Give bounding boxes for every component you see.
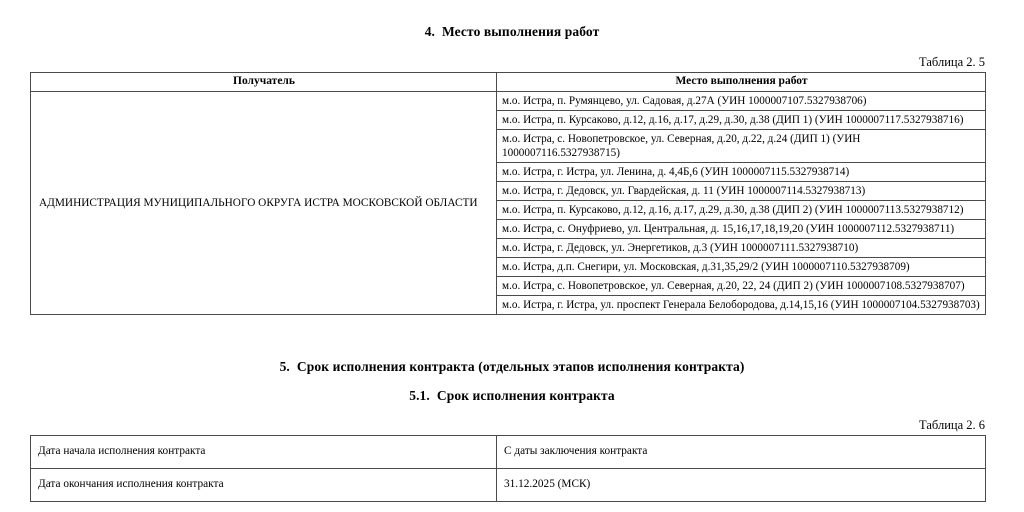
section-heading-5-1	[0, 388, 1024, 404]
table-term-body	[31, 436, 986, 502]
cell-place: м.о. Истра, п. Румянцево, ул. Садовая, д.27А (УИН 1000007107.5327938706)	[497, 91, 986, 110]
section-heading-5	[0, 359, 1024, 375]
table-caption-2-5: Таблица 2. 5	[919, 55, 985, 69]
cell-place: м.о. Истра, п. Курсаково, д.12, д.16, д.17, д.29, д.30, д.38 (ДИП 1) (УИН 1000007117.5327938716)	[497, 110, 986, 129]
section-5-1-title: Срок исполнения контракта	[436, 388, 615, 403]
cell-place: м.о. Истра, п. Курсаково, д.12, д.16, д.17, д.29, д.30, д.38 (ДИП 2) (УИН 1000007113.5327938712)	[497, 200, 986, 219]
cell-place: м.о. Истра, г. Дедовск, ул. Энергетиков, д.3 (УИН 1000007111.5327938710)	[497, 238, 986, 257]
table-caption-2-6: Таблица 2. 6	[919, 418, 985, 432]
section-heading-4	[0, 24, 1024, 40]
table-contract-term	[30, 435, 986, 502]
cell-term-label: Дата окончания исполнения контракта	[31, 469, 497, 502]
column-header-recipient: Получатель	[31, 73, 497, 92]
table-row	[31, 469, 986, 502]
table-header-row	[31, 73, 986, 92]
column-header-place: Место выполнения работ	[497, 73, 986, 92]
cell-place: м.о. Истра, г. Дедовск, ул. Гвардейская, д. 11 (УИН 1000007114.5327938713)	[497, 181, 986, 200]
cell-place: м.о. Истра, г. Истра, ул. Ленина, д. 4,4Б,6 (УИН 1000007115.5327938714)	[497, 162, 986, 181]
cell-term-value: С даты заключения контракта	[497, 436, 986, 469]
cell-term-label: Дата начала исполнения контракта	[31, 436, 497, 469]
cell-recipient: АДМИНИСТРАЦИЯ МУНИЦИПАЛЬНОГО ОКРУГА ИСТРА МОСКОВСКОЙ ОБЛАСТИ	[31, 91, 497, 314]
cell-place: м.о. Истра, с. Онуфриево, ул. Центральная, д. 15,16,17,18,19,20 (УИН 1000007112.5327938711)	[497, 219, 986, 238]
cell-term-value: 31.12.2025 (МСК)	[497, 469, 986, 502]
section-4-title: Место выполнения работ	[442, 24, 600, 39]
section-4-number: 4.	[424, 24, 436, 39]
section-5-1-number: 5.1.	[409, 388, 430, 403]
table-row	[31, 436, 986, 469]
table-place-body	[31, 91, 986, 314]
cell-place: м.о. Истра, с. Новопетровское, ул. Северная, д.20, д.22, д.24 (ДИП 1) (УИН 1000007116.5327938715)	[497, 129, 986, 162]
section-5-title: Срок исполнения контракта (отдельных этапов исполнения контракта)	[296, 359, 745, 374]
table-row	[31, 91, 986, 110]
cell-place: м.о. Истра, с. Новопетровское, ул. Северная, д.20, 22, 24 (ДИП 2) (УИН 1000007108.5327938707)	[497, 276, 986, 295]
cell-place: м.о. Истра, г. Истра, ул. проспект Генерала Белобородова, д.14,15,16 (УИН 1000007104.5327938703)	[497, 295, 986, 314]
table-place-of-work	[30, 72, 986, 315]
section-5-number: 5.	[279, 359, 290, 374]
cell-place: м.о. Истра, д.п. Снегири, ул. Московская, д.31,35,29/2 (УИН 1000007110.5327938709)	[497, 257, 986, 276]
